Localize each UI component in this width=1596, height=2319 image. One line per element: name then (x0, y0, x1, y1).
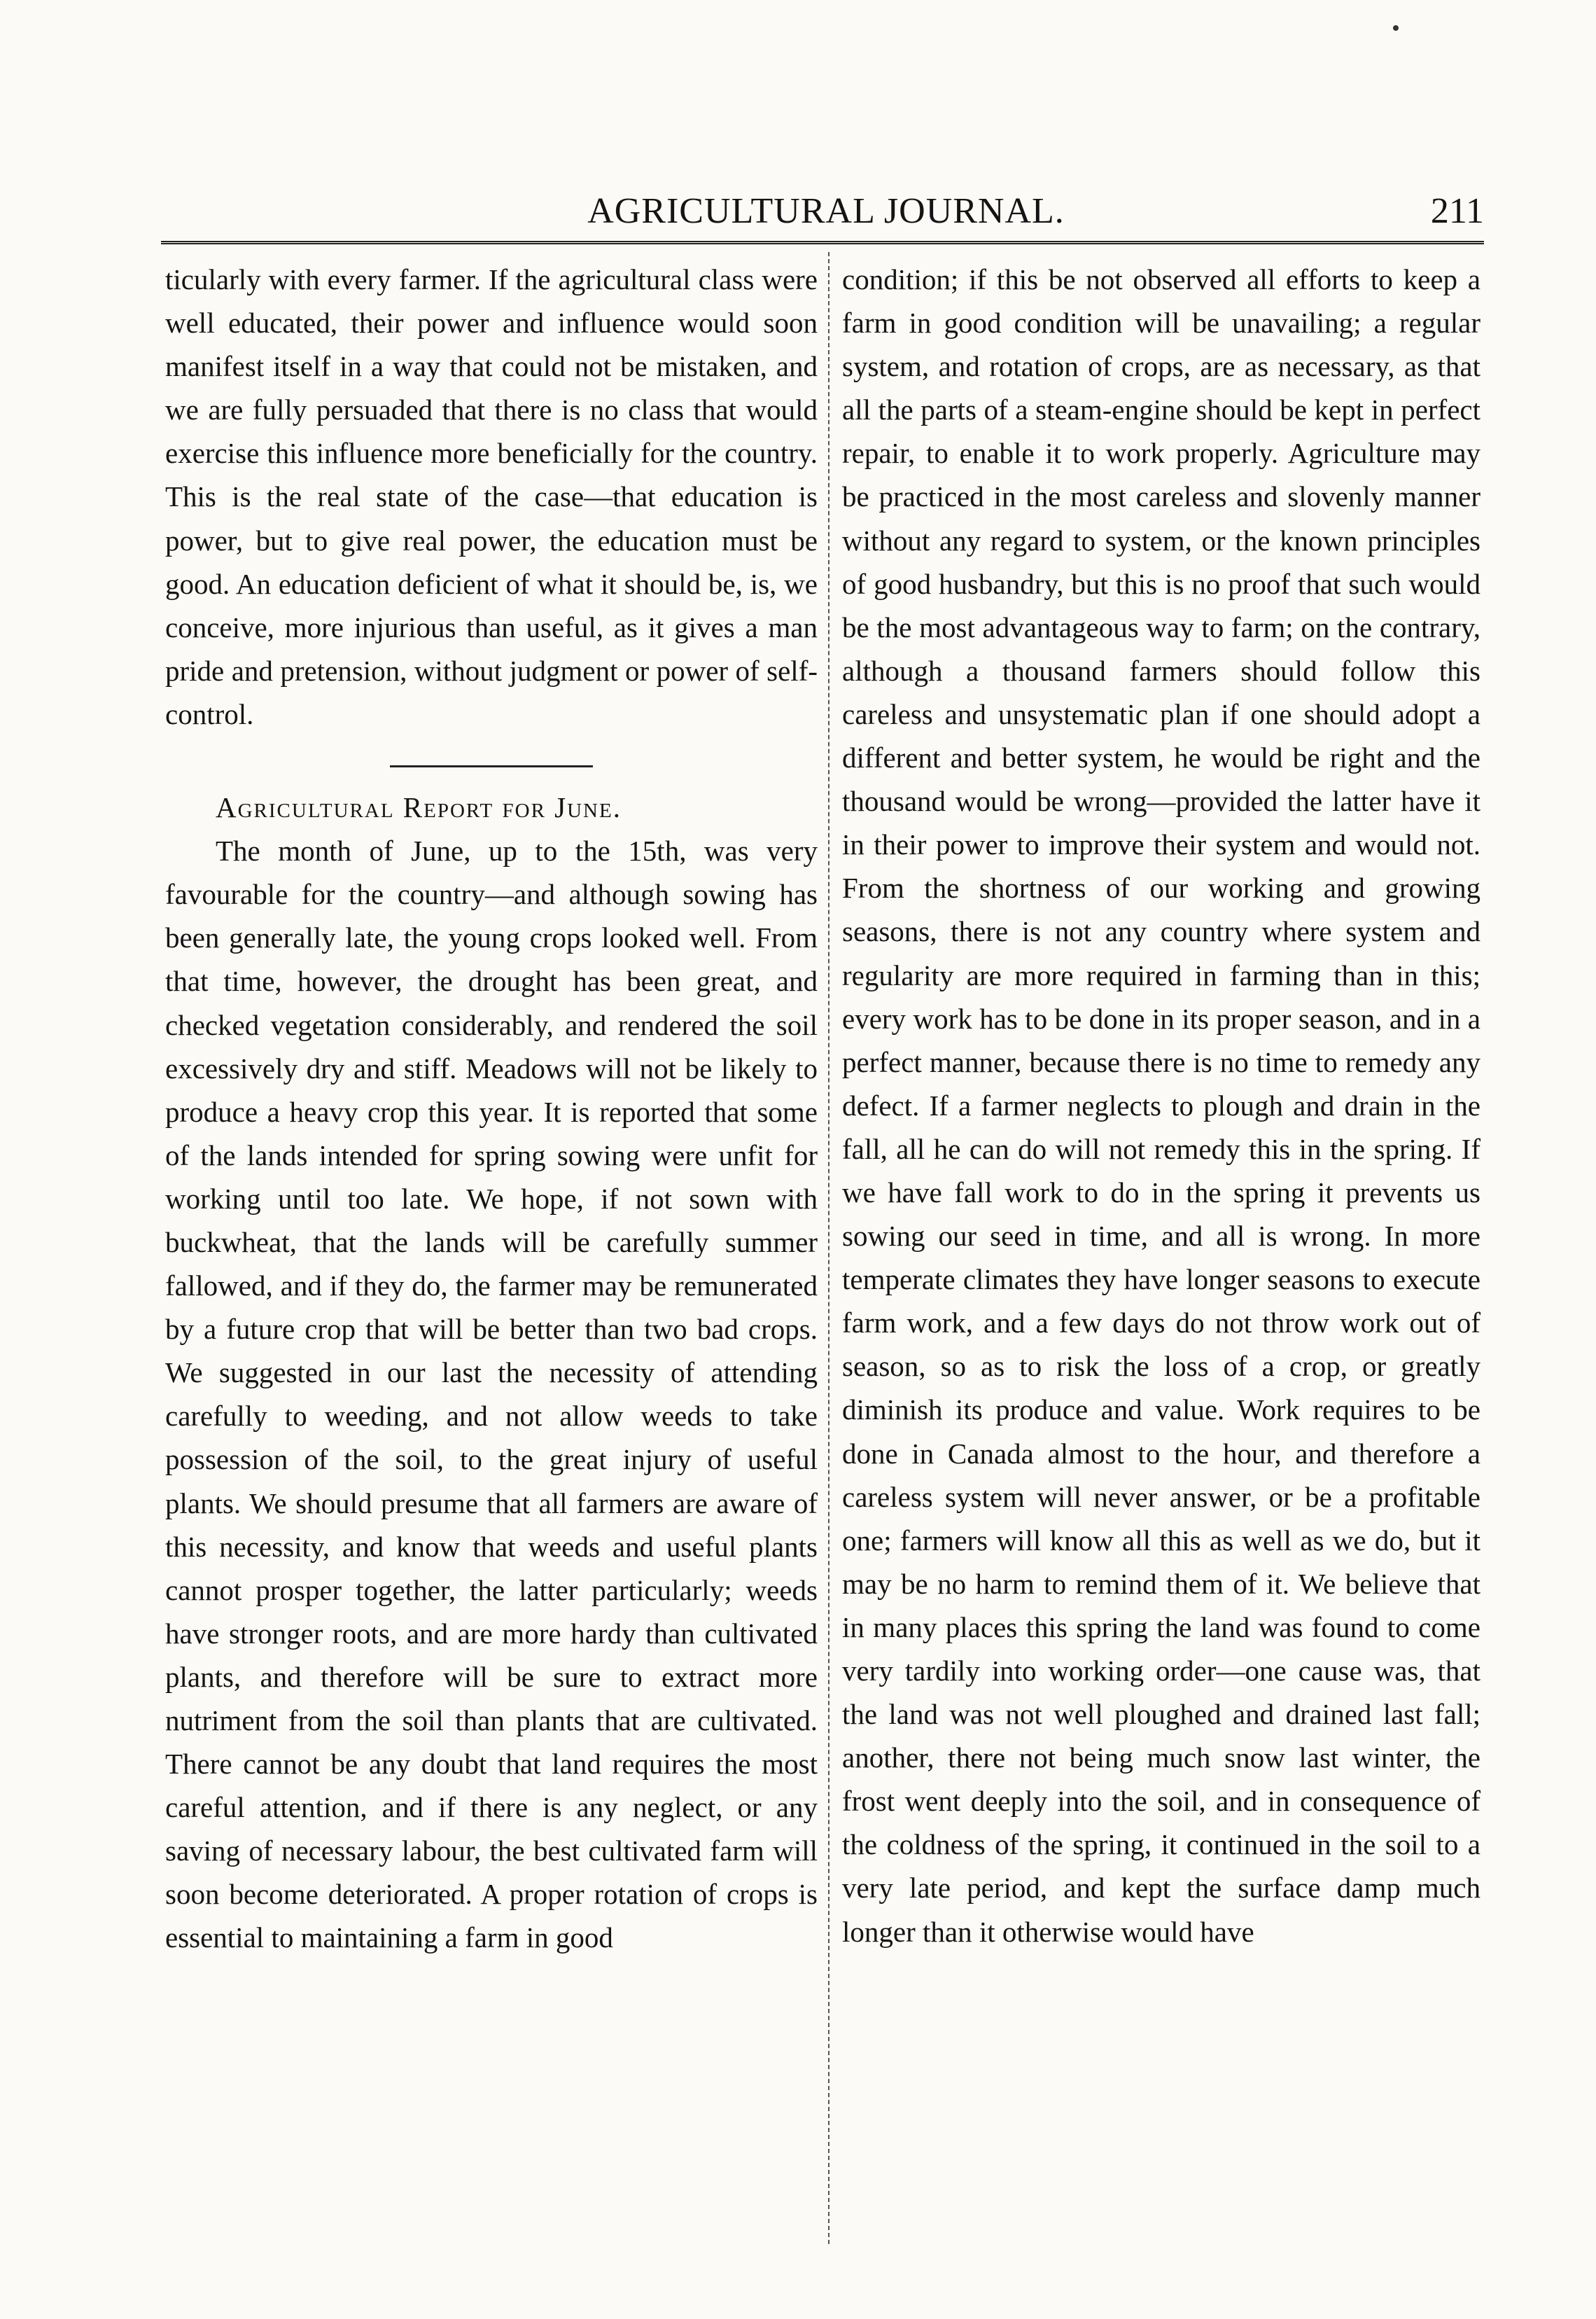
header-rule (161, 241, 1484, 244)
column-separator (828, 252, 830, 2244)
page-number: 211 (1430, 191, 1484, 231)
left-column (165, 258, 818, 1960)
running-title: AGRICULTURAL JOURNAL. (587, 191, 1065, 231)
print-speck (1393, 25, 1399, 31)
right-column-text: condition; if this be not observed all efforts to keep a farm in good condition will be unavailing; a regular system, and rotation of crops, are as necessary, as that all the parts of a steam-engine should be kept in perfect repair, to enable it to work properly. Agriculture may be practiced in the most careless and slovenly manner without any regard to system, or the known principles of good husbandry, but this is no proof that such would be the most advantageous way to farm; on the contrary, although a thousand farmers should follow this careless and unsystematic plan if one should adopt a different and better system, he would be right and the thousand would be wrong—provided the latter have it in their power to improve their system and would not. From the shortness of our working and growing seasons, there is not any country where system and regularity are more required in farming than in this; every work has to be done in its proper season, and in a perfect manner, because there is no time to remedy any defect. If a farmer neglects to plough and drain in the fall, all he can do will not remedy this in the spring. If we have fall work to do in the spring it prevents us sowing our seed in time, and all is wrong. In more temperate climates they have longer seasons to execute farm work, and a few days do not throw work out of season, so as to risk the loss of a crop, or greatly diminish its produce and value. Work requires to be done in Canada almost to the hour, and therefore a careless system will never answer, or be a profitable one; farmers will know all this as well as we do, but it may be no harm to remind them of it. We believe that in many places this spring the land was found to come very tardily into working order—one cause was, that the land was not well ploughed and drained last fall; another, there not being much snow last winter, the frost went deeply into the soil, and in consequence of the coldness of the spring, it continued in the soil to a very late period, and kept the surface damp much longer than it otherwise would have (842, 263, 1480, 1948)
section-heading: Agricultural Report for June. (216, 791, 622, 824)
report-paragraph: The month of June, up to the 15th, was very favourable for the country—and although sowing has been generally late, the young crops looked well. From that time, however, the drought has been great, and checked vegetation considerably, and rendered the soil excessively dry and stiff. Meadows will not be likely to produce a heavy crop this year. It is reported that some of the lands intended for spring sowing were unfit for working until too late. We hope, if not sown with buckwheat, that the lands will be carefully summer fallowed, and if they do, the farmer may be remunerated by a future crop that will be better than two bad crops. We suggested in our last the necessity of attending carefully to weeding, and not allow weeds to take possession of the soil, to the great injury of useful plants. We should presume that all farmers are aware of this necessity, and know that weeds and useful plants cannot prosper together, the latter particularly; weeds have stronger roots, and are more hardy than cultivated plants, and therefore will be sure to extract more nutriment from the soil than plants that are cultivated. There cannot be any doubt that land requires the most careful attention, and if there is any neglect, or any saving of necessary labour, the best cultivated farm will soon become deteriorated. A proper rotation of crops is essential to maintaining a farm in good (165, 835, 818, 1954)
right-column (842, 258, 1480, 1954)
continued-paragraph: ticularly with every farmer. If the agricultural class were well educated, their power and influence would soon manifest itself in a way that could not be mistaken, and we are fully persuaded that there is no class that would exercise this influence more beneficially for the country. This is the real state of the case—that education is power, but to give real power, the education must be good. An education deficient of what it should be, is, we conceive, more injurious than useful, as it gives a man pride and pretension, without judgment or power of self-control. (165, 263, 818, 730)
page-header (168, 190, 1484, 232)
section-divider (390, 765, 593, 767)
